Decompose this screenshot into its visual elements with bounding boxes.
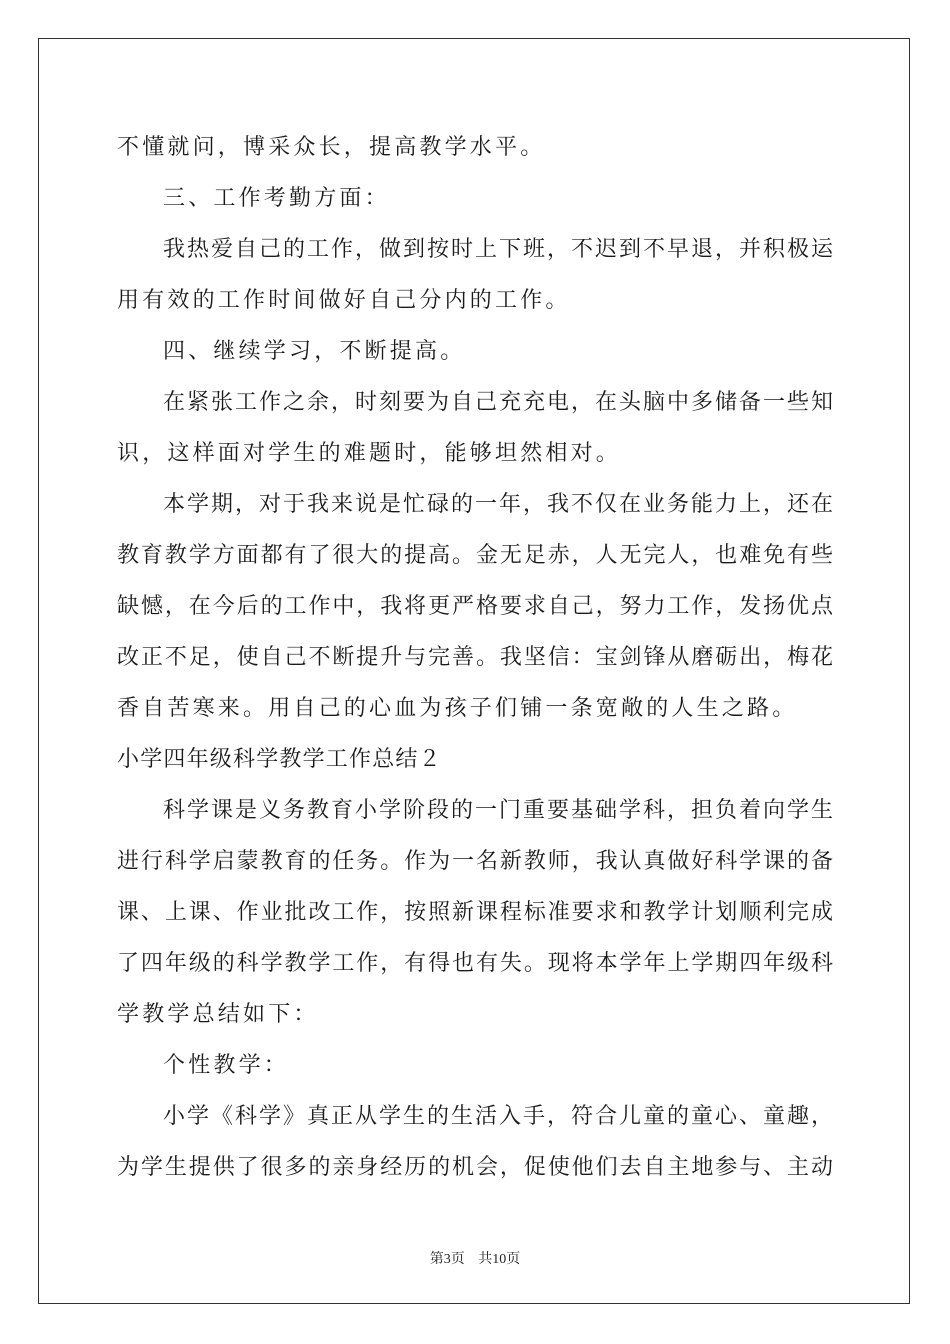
body-line: 香自苦寒来。用自己的心血为孩子们铺一条宽敞的人生之路。 [117,696,798,721]
article-title: 小学四年级科学教学工作总结２ [117,747,442,772]
body-line: 小学《科学》真正从学生的生活入手，符合儿童的童心、童趣， [163,1104,833,1129]
page-footer [0,1248,950,1268]
section-heading: 三、工作考勤方面： [163,186,390,211]
body-line: 改正不足，使自己不断提升与完善。我坚信：宝剑锋从磨砺出，梅花 [117,645,833,670]
body-line: 用有效的工作时间做好自己分内的工作。 [117,288,571,313]
body-line: 课、上课、作业批改工作，按照新课程标准要求和教学计划顺利完成 [117,900,833,925]
body-line: 了四年级的科学教学工作，有得也有失。现将本学年上学期四年级科 [117,951,833,976]
body-line: 科学课是义务教育小学阶段的一门重要基础学科，担负着向学生 [163,798,833,823]
section-heading: 个性教学： [163,1053,290,1078]
body-line: 缺憾，在今后的工作中，我将更严格要求自己，努力工作，发扬优点 [117,594,833,619]
body-line: 识，这样面对学生的难题时，能够坦然相对。 [117,441,622,466]
body-line: 学教学总结如下： [117,1002,319,1027]
body-line: 本学期，对于我来说是忙碌的一年，我不仅在业务能力上，还在 [163,492,833,517]
body-line: 在紧张工作之余，时刻要为自己充充电，在头脑中多储备一些知 [163,390,833,415]
body-line: 进行科学启蒙教育的任务。作为一名新教师，我认真做好科学课的备 [117,849,833,874]
body-line: 为学生提供了很多的亲身经历的机会，促使他们去自主地参与、主动 [117,1155,833,1180]
body-line: 不懂就问，博采众长，提高教学水平。 [117,135,546,160]
body-line: 我热爱自己的工作，做到按时上下班，不迟到不早退，并积极运 [163,237,833,262]
body-line: 教育教学方面都有了很大的提高。金无足赤，人无完人，也难免有些 [117,543,833,568]
document-body [117,122,833,1193]
section-heading: 四、继续学习，不断提高。 [163,339,466,364]
page-number: 第3页 [429,1252,465,1267]
page-total: 共10页 [478,1252,521,1267]
